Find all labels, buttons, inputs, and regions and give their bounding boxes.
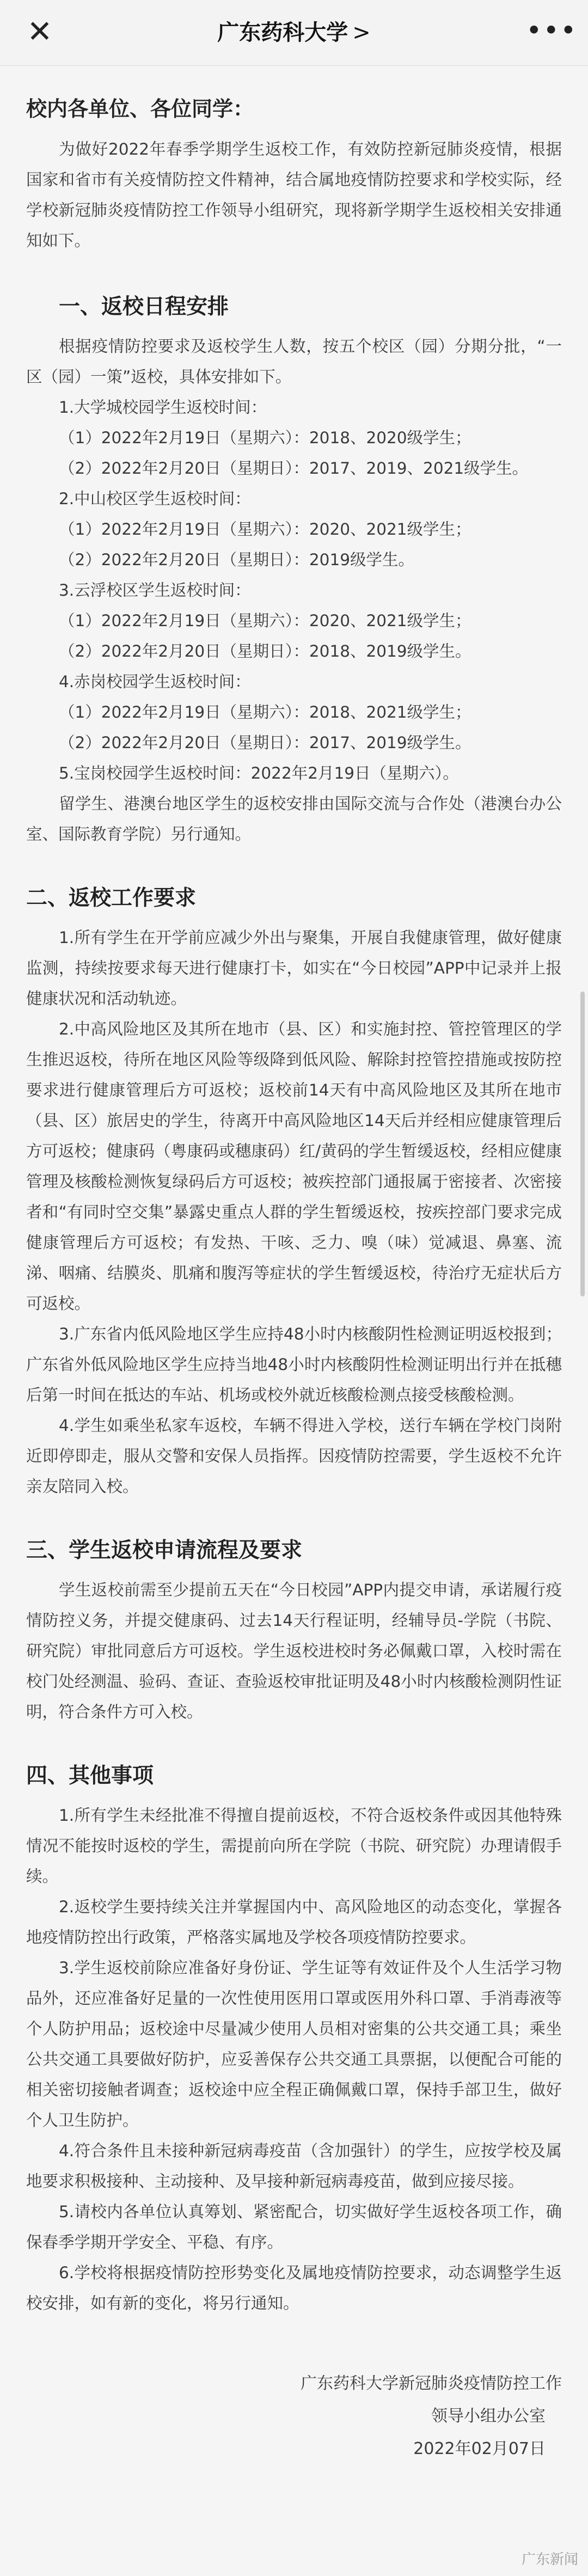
requirements-list	[26, 922, 562, 1502]
section-heading-4: 四、其他事项	[26, 1764, 154, 1788]
other-item: 5.请校内各单位认真筹划、紧密配合，切实做好学生返校各项工作，确保春季学期开学安全、平稳、有序。	[26, 2202, 562, 2251]
process-paragraph: 学生返校前需至少提前五天在“今日校园”APP内提交申请，承诺履行疫情防控义务，并提交健康码、过去14天行程证明，经辅导员-学院（书院、研究院）审批同意后方可返校。学生返校进校时务必佩戴口罩，入校时需在校门处经测温、验码、查证、查验返校审批证明及48小时内核酸检测阴性证明，符合条件方可入校。	[26, 1581, 562, 1721]
page-title[interactable]	[0, 16, 588, 49]
greeting: 校内各单位、各位同学：	[26, 97, 254, 121]
other-item: 6.学校将根据疫情防控形势变化及属地疫情防控要求，动态调整学生返校安排，如有新的变化，将另行通知。	[26, 2263, 562, 2312]
other-item: 4.符合条件且未接种新冠病毒疫苗（含加强针）的学生，应按学校及属地要求积极接种、主动接种、及早接种新冠病毒疫苗，做到应接尽接。	[26, 2141, 562, 2190]
other-matters-list	[26, 1800, 562, 2318]
close-icon[interactable]: ✕	[27, 14, 53, 50]
other-item: 1.所有学生未经批准不得擅自提前返校，不符合返校条件或因其他特殊情况不能按时返校的学生，需提前向所在学院（书院、研究院）办理请假手续。	[26, 1806, 562, 1886]
chevron-right-icon[interactable]: >	[352, 20, 371, 45]
application-process	[26, 1575, 562, 1727]
article-body	[0, 66, 588, 2576]
article-content	[26, 66, 562, 2465]
schedule-line: （1）2022年2月19日（星期六）：2018、2020级学生；	[59, 429, 471, 447]
schedule-list	[26, 392, 562, 788]
other-item: 3.学生返校前除应准备好身份证、学生证等有效证件及个人生活学习物品外，还应准备好足量的一次性使用医用口罩或医用外科口罩、手消毒液等个人防护用品；返校途中尽量减少使用人员相对密集的公共交通工具；乘坐公共交通工具要做好防护，应妥善保存公共交通工具票据，以便配合可能的相关密切接触者调查；返校途中应全程正确佩戴口罩，保持手部卫生，做好个人卫生防护。	[26, 1959, 562, 2130]
schedule-line: 3.云浮校区学生返校时间：	[59, 581, 251, 599]
schedule-line: （2）2022年2月20日（星期日）：2018、2019级学生。	[59, 642, 471, 660]
section1-intro: 根据疫情防控要求及返校学生人数，按五个校区（园）分期分批，“一区（园）一策”返校，具体安排如下。	[26, 337, 562, 386]
schedule-line: 2.中山校区学生返校时间：	[59, 489, 251, 508]
schedule-line: （1）2022年2月19日（星期六）：2018、2021级学生；	[59, 703, 471, 721]
schedule-line: 5.宝岗校园学生返校时间：2022年2月19日（星期六）。	[59, 764, 459, 782]
watermark-logo: 广东新闻	[521, 2551, 578, 2568]
signature-date: 2022年02月07日	[413, 2439, 546, 2458]
schedule-line: （2）2022年2月20日（星期日）：2017、2019级学生。	[59, 733, 471, 752]
title-bar	[0, 0, 588, 66]
section-heading-1: 一、返校日程安排	[59, 295, 229, 319]
other-item: 2.返校学生要持续关注并掌握国内中、高风险地区的动态变化，掌握各地疫情防控出行政策，严格落实属地及学校各项疫情防控要求。	[26, 1898, 562, 1947]
requirement-item: 4.学生如乘坐私家车返校，车辆不得进入学校，送行车辆在学校门岗附近即停即走，服从交警和安保人员指挥。因疫情防控需要，学生返校不允许亲友陪同入校。	[26, 1416, 562, 1496]
account-name[interactable]: 广东药科大学	[217, 20, 348, 45]
signature-org-line1: 广东药科大学新冠肺炎疫情防控工作	[301, 2374, 562, 2393]
schedule-line: （2）2022年2月20日（星期日）：2019级学生。	[59, 550, 414, 569]
section-heading-3: 三、学生返校申请流程及要求	[26, 1538, 303, 1563]
signature-org-line2: 领导小组办公室	[431, 2407, 546, 2426]
intro-paragraph: 为做好2022年春季学期学生返校工作，有效防控新冠肺炎疫情，根据国家和省市有关疫情防控文件精神，结合属地疫情防控要求和学校实际，经学校新冠肺炎疫情防控工作领导小组研究，现将新学期学生返校相关安排通知如下。	[26, 140, 562, 250]
section1-note: 留学生、港澳台地区学生的返校安排由国际交流与合作处（港澳台办公室、国际教育学院）另行通知。	[26, 794, 562, 843]
schedule-line: 1.大学城校园学生返校时间：	[59, 398, 267, 417]
schedule-line: 4.赤岗校园学生返校时间：	[59, 672, 251, 691]
schedule-line: （1）2022年2月19日（星期六）：2020、2021级学生；	[59, 611, 471, 630]
requirement-item: 2.中高风险地区及其所在地市（县、区）和实施封控、管控管理区的学生推迟返校，待所在地区风险等级降到低风险、解除封控管控措施或按防控要求进行健康管理后方可返校；返校前14天有中高风险地区及其所在地市（县、区）旅居史的学生，待离开中高风险地区14天后并经相应健康管理后方可返校；健康码（粤康码或穗康码）红/黄码的学生暂缓返校，经相应健康管理及核酸检测恢复绿码后方可返校；被疾控部门通报属于密接者、次密接者和“有同时空交集”暴露史重点人群的学生暂缓返校，按疾控部门要求完成健康管理后方可返校；有发热、干咳、乏力、嗅（味）觉减退、鼻塞、流涕、咽痛、结膜炎、肌痛和腹泻等症状的学生暂缓返校，待治疗无症状后方可返校。	[26, 1020, 562, 1313]
requirement-item: 1.所有学生在开学前应减少外出与聚集，开展自我健康管理，做好健康监测，持续按要求每天进行健康打卡，如实在“今日校园”APP中记录并上报健康状况和活动轨迹。	[26, 928, 562, 1008]
schedule-line: （2）2022年2月20日（星期日）：2017、2019、2021级学生。	[59, 459, 529, 478]
scrollbar[interactable]	[580, 992, 585, 1296]
section-heading-2: 二、返校工作要求	[26, 886, 197, 910]
schedule-line: （1）2022年2月19日（星期六）：2020、2021级学生；	[59, 520, 471, 539]
more-icon[interactable]: •••	[526, 15, 578, 46]
requirement-item: 3.广东省内低风险地区学生应持48小时内核酸阴性检测证明返校报到；广东省外低风险地区学生应持当地48小时内核酸阴性检测证明出行并在抵穗后第一时间在抵达的车站、机场或校外就近核酸检测点接受核酸检测。	[26, 1325, 562, 1404]
